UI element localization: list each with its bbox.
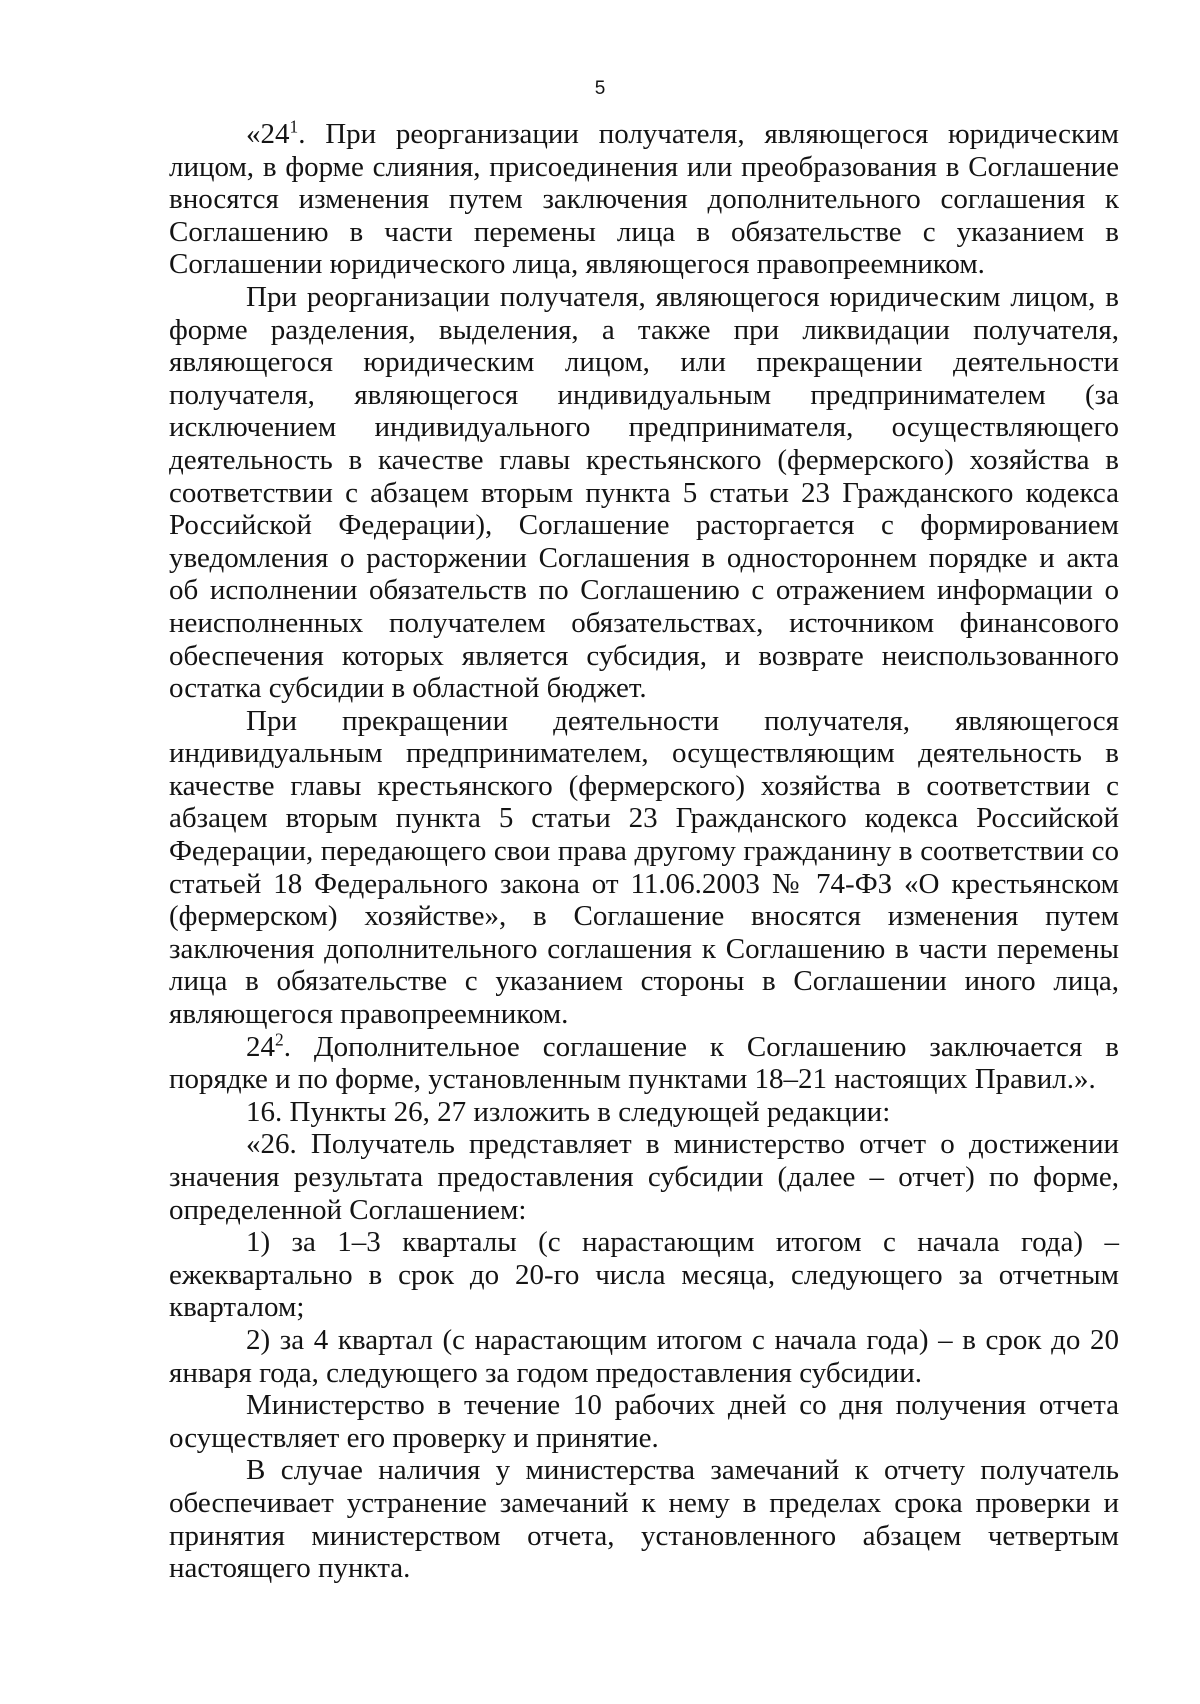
paragraph-24-1-lead: «24 (246, 118, 290, 150)
list-item-1: 1) за 1–3 кварталы (с нарастающим итогом с начала года) – ежеквартально в срок до 20-го числа месяца, следующего за отчетным кварталом; (169, 1226, 1119, 1324)
paragraph-26: «26. Получатель представляет в министерство отчет о достижении значения результата предоставления субсидии (далее – отчет) по форме, определенной Соглашением: (169, 1128, 1119, 1226)
list-item-2: 2) за 4 квартал (с нарастающим итогом с начала года) – в срок до 20 января года, следующего за годом предоставления субсидии. (169, 1323, 1119, 1389)
paragraph-24-2 (169, 1028, 1119, 1096)
paragraph-24-2-text: . Дополнительное соглашение к Соглашению заключается в порядке и по форме, установленным пунктами 18–21 настоящих Правил.». (169, 1030, 1119, 1096)
paragraph-24-1-text: . При реорганизации получателя, являющегося юридическим лицом, в форме слияния, присоединения или преобразования в Соглашение вносятся изменения путем заключения дополнительного соглашения к Соглашению в части перемены лица в обязательстве с указанием в Соглашении юридического лица, являющегося правопреемником. (169, 118, 1119, 281)
paragraph-16: 16. Пункты 26, 27 изложить в следующей редакции: (246, 1095, 891, 1128)
superscript-index: 2 (275, 1028, 284, 1049)
paragraph-24-2-lead: 24 (246, 1030, 275, 1063)
paragraph-ministry-check: Министерство в течение 10 рабочих дней со дня получения отчета осуществляет его проверку и принятие. (169, 1389, 1119, 1454)
paragraph-remarks: В случае наличия у министерства замечаний к отчету получатель обеспечивает устранение замечаний к нему в пределах срока проверки и принятия министерством отчета, установленного абзацем четвертым настоящего пункта. (169, 1454, 1119, 1585)
document-body (169, 118, 1119, 1585)
paragraph-reorganization: При реорганизации получателя, являющегося юридическим лицом, в форме разделения, выделения, а также при ликвидации получателя, являющегося юридическим лицом, или прекращении деятельности получателя, являющегося индивидуальным предпринимателем (за исключением индивидуального предпринимателя, осуществляющего деятельность в качестве главы крестьянского (фермерского) хозяйства в соответствии с абзацем вторым пункта 5 статьи 23 Гражданского кодекса Российской Федерации), Соглашение расторгается с формированием уведомления о расторжении Соглашения в одностороннем порядке и акта об исполнении обязательств по Соглашению с отражением информации о неисполненных получателем обязательствах, источником финансового обеспечения которых является субсидия, и возврате неиспользованного остатка субсидии в областной бюджет. (169, 280, 1119, 705)
paragraph-termination: При прекращении деятельности получателя, являющегося индивидуальным предпринимателем, осуществляющим деятельность в качестве главы крестьянского (фермерского) хозяйства в соответствии с абзацем вторым пункта 5 статьи 23 Гражданского кодекса Российской Федерации, передающего свои права другому гражданину в соответствии со статьей 18 Федерального закона от 11.06.2003 № 74-ФЗ «О крестьянском (фермерском) хозяйстве», в Соглашение вносятся изменения путем заключения дополнительного соглашения к Соглашению в части перемены лица в обязательстве с указанием стороны в Соглашении иного лица, являющегося правопреемником. (169, 704, 1119, 1031)
superscript-index: 1 (289, 116, 299, 137)
page-number: 5 (594, 78, 606, 99)
paragraph-24-1 (169, 118, 1119, 281)
